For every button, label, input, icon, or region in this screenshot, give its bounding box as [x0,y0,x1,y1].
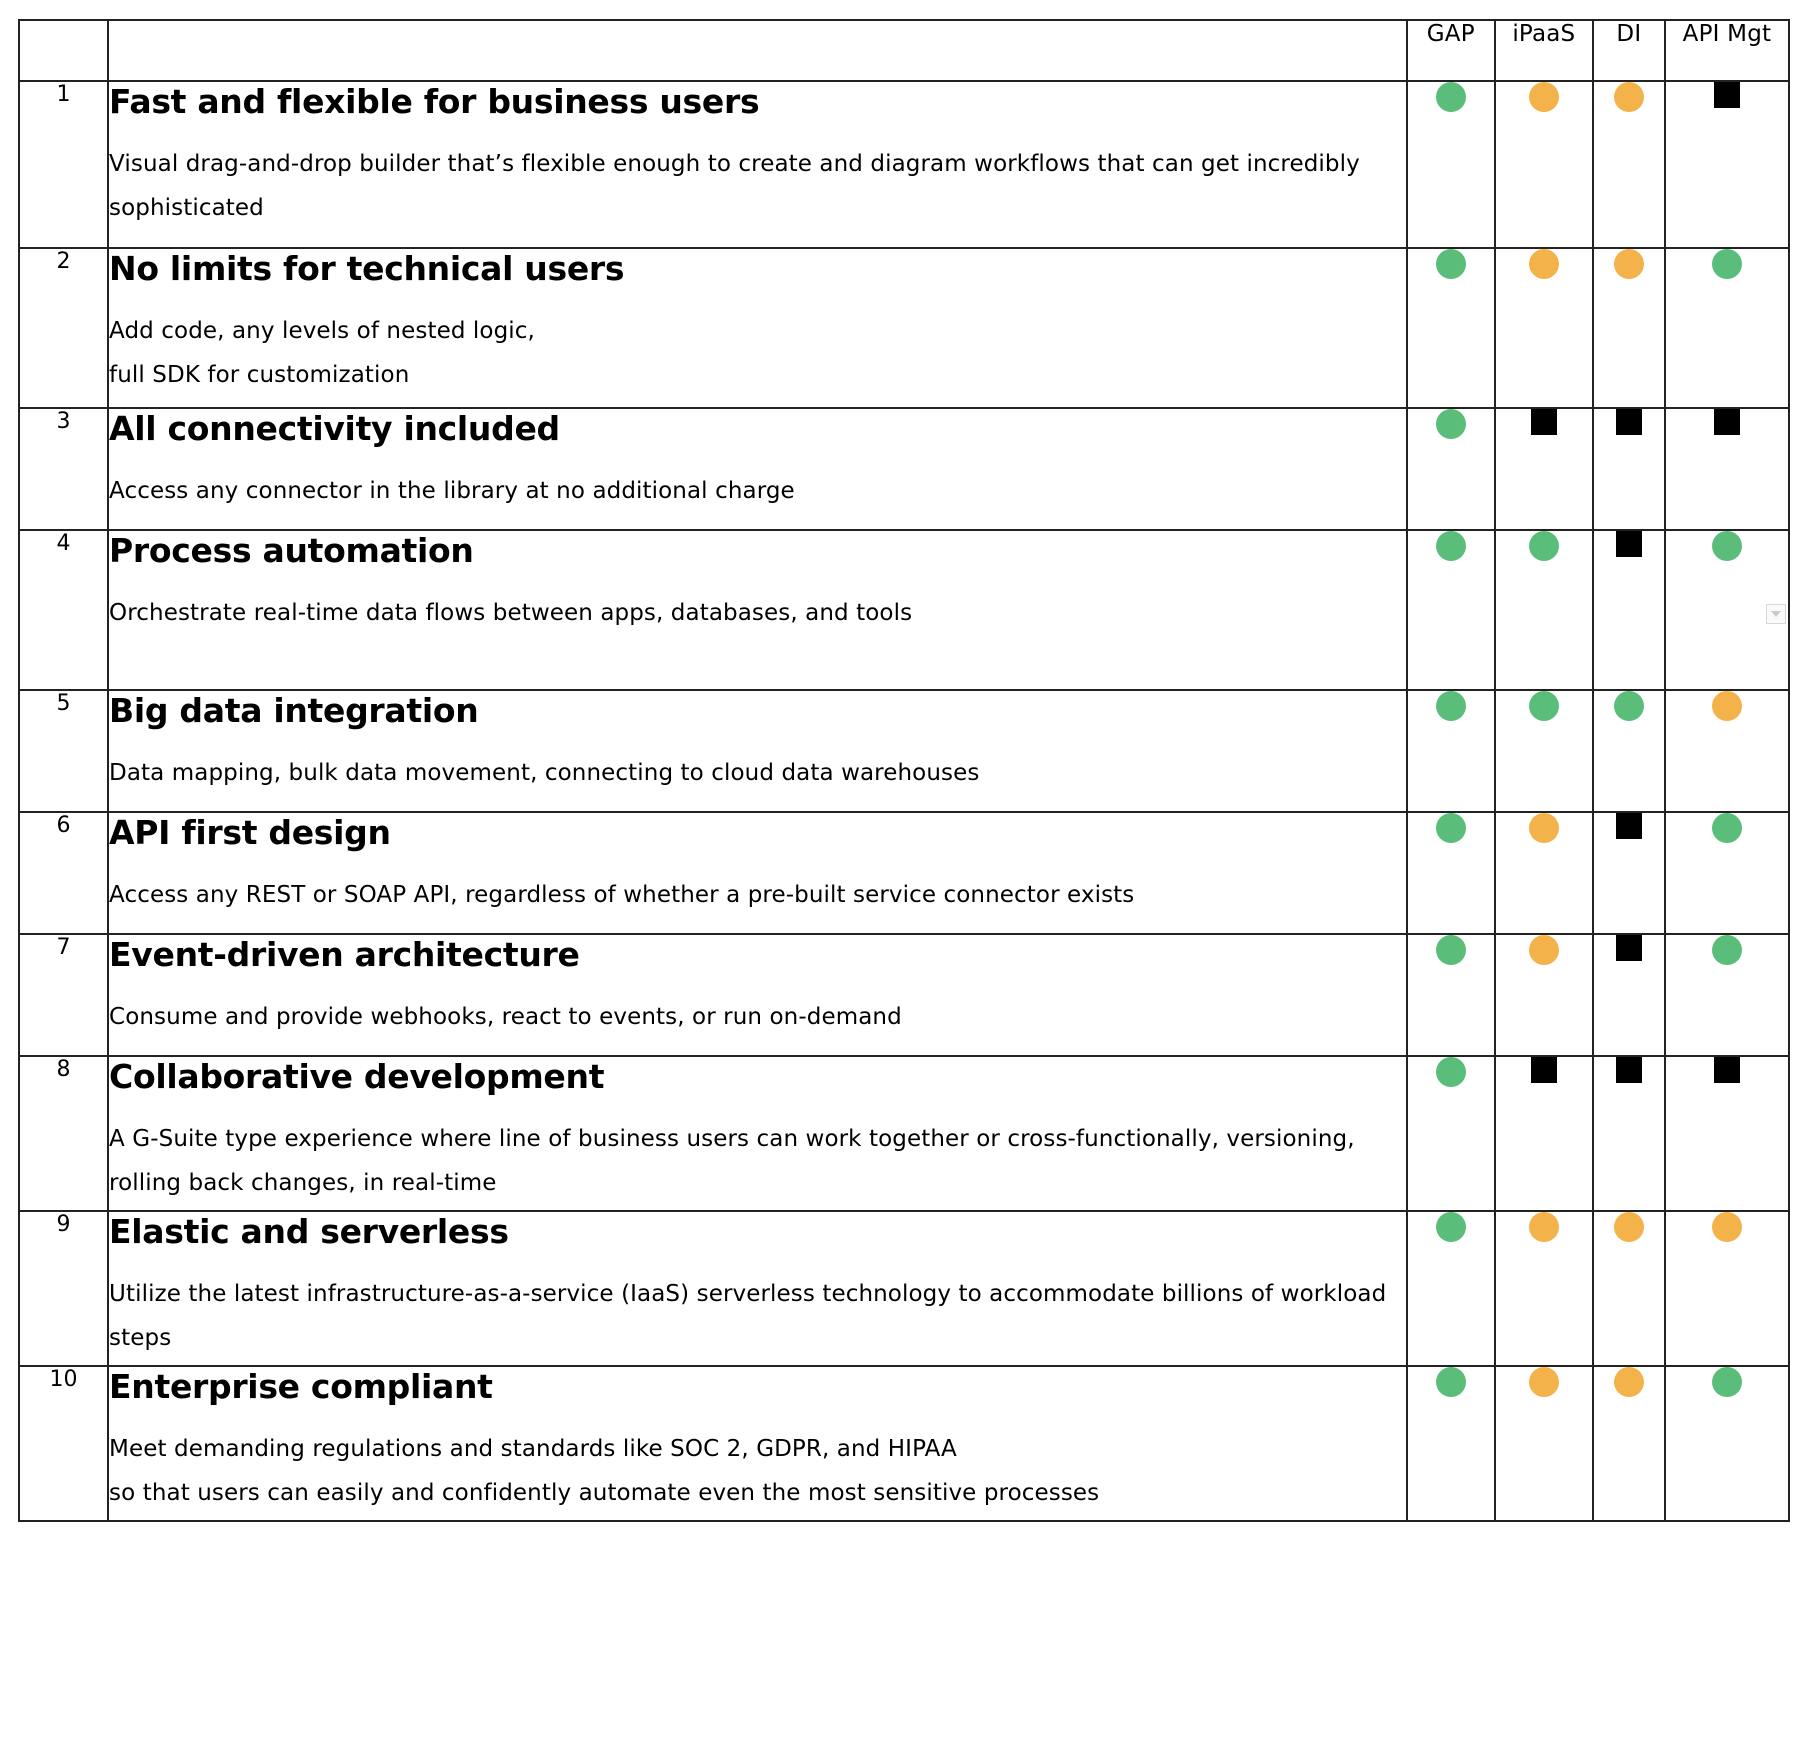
feature-description: Meet demanding regulations and standards like SOC 2, GDPR, and HIPAA so that users can easily and confidently automate even the most sensitive processes [109,1436,1100,1506]
feature-title: Elastic and serverless [109,1212,509,1251]
feature-description: Add code, any levels of nested logic, full SDK for customization [109,318,535,388]
row-number: 8 [19,1056,108,1211]
feature-cell [108,812,1407,934]
support-cell-di [1593,1366,1665,1521]
green-dot-icon [1436,1057,1466,1087]
feature-cell [108,248,1407,408]
feature-description: Utilize the latest infrastructure-as-a-service (IaaS) serverless technology to accommodate billions of workload steps [109,1281,1387,1351]
green-dot-icon [1712,935,1742,965]
header-gap: GAP [1407,20,1495,81]
row-number: 5 [19,690,108,812]
green-dot-icon [1712,1367,1742,1397]
green-dot-icon [1436,935,1466,965]
support-cell-api-mgt [1665,248,1789,408]
black-square-icon [1714,1057,1740,1083]
support-cell-api-mgt [1665,934,1789,1056]
table-row [19,408,1789,530]
header-api-mgt: API Mgt [1665,20,1789,81]
feature-description: A G-Suite type experience where line of business users can work together or cross-functionally, versioning, rolling back changes, in real-time [109,1126,1355,1196]
green-dot-icon [1712,531,1742,561]
table-row [19,934,1789,1056]
header-di: DI [1593,20,1665,81]
support-cell-gap [1407,812,1495,934]
green-dot-icon [1436,691,1466,721]
row-number: 3 [19,408,108,530]
table-row [19,812,1789,934]
green-dot-icon [1436,813,1466,843]
feature-description: Access any connector in the library at no additional charge [109,478,795,504]
feature-cell [108,690,1407,812]
green-dot-icon [1529,531,1559,561]
support-cell-ipaas [1495,408,1593,530]
support-cell-gap [1407,1211,1495,1366]
feature-cell [108,1366,1407,1521]
black-square-icon [1616,531,1642,557]
feature-cell [108,934,1407,1056]
feature-title: Collaborative development [109,1057,605,1096]
support-cell-di [1593,812,1665,934]
feature-title: Big data integration [109,691,479,730]
black-square-icon [1714,82,1740,108]
green-dot-icon [1436,531,1466,561]
orange-dot-icon [1529,1367,1559,1397]
row-number: 6 [19,812,108,934]
table-row [19,1366,1789,1521]
feature-title: No limits for technical users [109,249,625,288]
support-cell-api-mgt [1665,812,1789,934]
row-number: 2 [19,248,108,408]
orange-dot-icon [1712,1212,1742,1242]
green-dot-icon [1436,409,1466,439]
support-cell-di [1593,690,1665,812]
row-number: 1 [19,81,108,248]
feature-title: Fast and flexible for business users [109,82,760,121]
support-cell-gap [1407,1056,1495,1211]
support-cell-ipaas [1495,690,1593,812]
support-cell-ipaas [1495,1366,1593,1521]
row-number: 7 [19,934,108,1056]
orange-dot-icon [1529,249,1559,279]
support-cell-api-mgt [1665,690,1789,812]
comparison-table [18,19,1790,1522]
support-cell-gap [1407,530,1495,690]
orange-dot-icon [1712,691,1742,721]
feature-cell [108,1056,1407,1211]
orange-dot-icon [1614,82,1644,112]
feature-description: Orchestrate real-time data flows between apps, databases, and tools [109,600,913,626]
support-cell-di [1593,1211,1665,1366]
support-cell-di [1593,248,1665,408]
feature-description: Consume and provide webhooks, react to events, or run on-demand [109,1004,902,1030]
orange-dot-icon [1529,1212,1559,1242]
support-cell-api-mgt [1665,1366,1789,1521]
support-cell-gap [1407,248,1495,408]
feature-cell [108,530,1407,690]
orange-dot-icon [1529,935,1559,965]
feature-title: API first design [109,813,391,852]
table-row [19,81,1789,248]
support-cell-api-mgt [1665,1211,1789,1366]
support-cell-di [1593,1056,1665,1211]
cell-dropdown-icon[interactable] [1766,604,1786,624]
black-square-icon [1616,409,1642,435]
support-cell-gap [1407,934,1495,1056]
feature-cell [108,1211,1407,1366]
green-dot-icon [1529,691,1559,721]
support-cell-api-mgt [1665,408,1789,530]
orange-dot-icon [1614,1212,1644,1242]
support-cell-ipaas [1495,934,1593,1056]
black-square-icon [1531,409,1557,435]
orange-dot-icon [1529,82,1559,112]
black-square-icon [1616,935,1642,961]
feature-description: Visual drag-and-drop builder that’s flexible enough to create and diagram workflows that can get incredibly sophisticated [109,151,1360,221]
green-dot-icon [1614,691,1644,721]
support-cell-ipaas [1495,812,1593,934]
support-cell-ipaas [1495,81,1593,248]
support-cell-gap [1407,81,1495,248]
support-cell-di [1593,81,1665,248]
row-number: 9 [19,1211,108,1366]
table-row [19,530,1789,690]
feature-title: Process automation [109,531,474,570]
header-row [19,20,1789,81]
table-row [19,1211,1789,1366]
row-number: 4 [19,530,108,690]
orange-dot-icon [1614,1367,1644,1397]
header-ipaas: iPaaS [1495,20,1593,81]
header-feature-cell [108,20,1407,81]
support-cell-di [1593,408,1665,530]
black-square-icon [1616,1057,1642,1083]
support-cell-gap [1407,690,1495,812]
orange-dot-icon [1529,813,1559,843]
support-cell-gap [1407,1366,1495,1521]
black-square-icon [1714,409,1740,435]
feature-description: Data mapping, bulk data movement, connecting to cloud data warehouses [109,760,980,786]
table-row [19,1056,1789,1211]
header-number-cell [19,20,108,81]
support-cell-ipaas [1495,530,1593,690]
table-row [19,248,1789,408]
feature-cell [108,81,1407,248]
green-dot-icon [1436,82,1466,112]
feature-cell [108,408,1407,530]
support-cell-di [1593,934,1665,1056]
support-cell-gap [1407,408,1495,530]
feature-title: Enterprise compliant [109,1367,493,1406]
support-cell-ipaas [1495,1056,1593,1211]
support-cell-ipaas [1495,1211,1593,1366]
row-number: 10 [19,1366,108,1521]
orange-dot-icon [1614,249,1644,279]
table-row [19,690,1789,812]
black-square-icon [1531,1057,1557,1083]
green-dot-icon [1712,813,1742,843]
support-cell-api-mgt [1665,1056,1789,1211]
support-cell-ipaas [1495,248,1593,408]
green-dot-icon [1712,249,1742,279]
green-dot-icon [1436,1212,1466,1242]
feature-title: All connectivity included [109,409,560,448]
support-cell-di [1593,530,1665,690]
feature-description: Access any REST or SOAP API, regardless of whether a pre-built service connector exists [109,882,1135,908]
green-dot-icon [1436,249,1466,279]
feature-title: Event-driven architecture [109,935,580,974]
support-cell-api-mgt [1665,81,1789,248]
green-dot-icon [1436,1367,1466,1397]
black-square-icon [1616,813,1642,839]
